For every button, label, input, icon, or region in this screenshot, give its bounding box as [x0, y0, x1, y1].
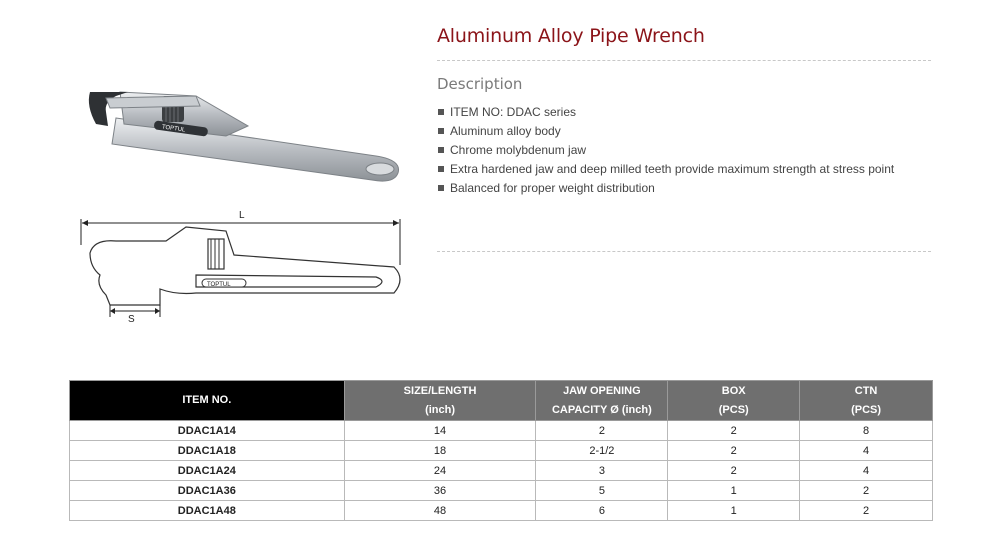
square-bullet-icon: [438, 147, 444, 153]
table-row: [70, 501, 933, 521]
product-title: Aluminum Alloy Pipe Wrench: [437, 25, 705, 47]
cell-ctn: 4: [800, 461, 933, 481]
feature-list: [437, 104, 894, 199]
feature-item: Extra hardened jaw and deep milled teeth provide maximum strength at stress point: [437, 161, 894, 180]
cell-item-no: DDAC1A36: [70, 481, 345, 501]
cell-size: 36: [344, 481, 536, 501]
product-photo: [76, 78, 406, 190]
header-size-length: SIZE/LENGTH (inch): [344, 381, 536, 421]
cell-size: 14: [344, 421, 536, 441]
square-bullet-icon: [438, 166, 444, 172]
spec-table: [69, 380, 933, 521]
square-bullet-icon: [438, 128, 444, 134]
table-header-row: [70, 381, 933, 421]
cell-item-no: DDAC1A18: [70, 441, 345, 461]
cell-jaw-opening: 5: [536, 481, 668, 501]
cell-item-no: DDAC1A24: [70, 461, 345, 481]
diagram-opening-label: S: [128, 314, 135, 325]
cell-size: 48: [344, 501, 536, 521]
feature-item: Chrome molybdenum jaw: [437, 142, 894, 161]
description-heading: Description: [437, 75, 523, 93]
square-bullet-icon: [438, 109, 444, 115]
cell-jaw-opening: 2-1/2: [536, 441, 668, 461]
cell-size: 24: [344, 461, 536, 481]
divider: [437, 251, 931, 252]
feature-item: ITEM NO: DDAC series: [437, 104, 894, 123]
table-row: [70, 461, 933, 481]
diagram-brand-mark: TOPTUL: [207, 282, 231, 288]
cell-ctn: 8: [800, 421, 933, 441]
photo-brand-mark: TOPTUL: [161, 124, 186, 134]
cell-item-no: DDAC1A14: [70, 421, 345, 441]
feature-item: Balanced for proper weight distribution: [437, 180, 894, 199]
cell-ctn: 2: [800, 481, 933, 501]
header-item-no: ITEM NO.: [70, 381, 345, 421]
table-row: [70, 441, 933, 461]
header-box: BOX (PCS): [668, 381, 800, 421]
cell-jaw-opening: 3: [536, 461, 668, 481]
cell-box: 2: [668, 461, 800, 481]
cell-jaw-opening: 6: [536, 501, 668, 521]
table-row: [70, 481, 933, 501]
header-ctn: CTN (PCS): [800, 381, 933, 421]
cell-size: 18: [344, 441, 536, 461]
square-bullet-icon: [438, 185, 444, 191]
table-row: [70, 421, 933, 441]
header-jaw-opening: JAW OPENING CAPACITY Ø (inch): [536, 381, 668, 421]
cell-box: 2: [668, 441, 800, 461]
divider: [437, 60, 931, 61]
cell-box: 1: [668, 481, 800, 501]
cell-box: 1: [668, 501, 800, 521]
cell-ctn: 4: [800, 441, 933, 461]
feature-item: Aluminum alloy body: [437, 123, 894, 142]
diagram-length-label: L: [239, 210, 245, 221]
product-diagram: [76, 205, 406, 325]
cell-ctn: 2: [800, 501, 933, 521]
cell-box: 2: [668, 421, 800, 441]
cell-item-no: DDAC1A48: [70, 501, 345, 521]
cell-jaw-opening: 2: [536, 421, 668, 441]
